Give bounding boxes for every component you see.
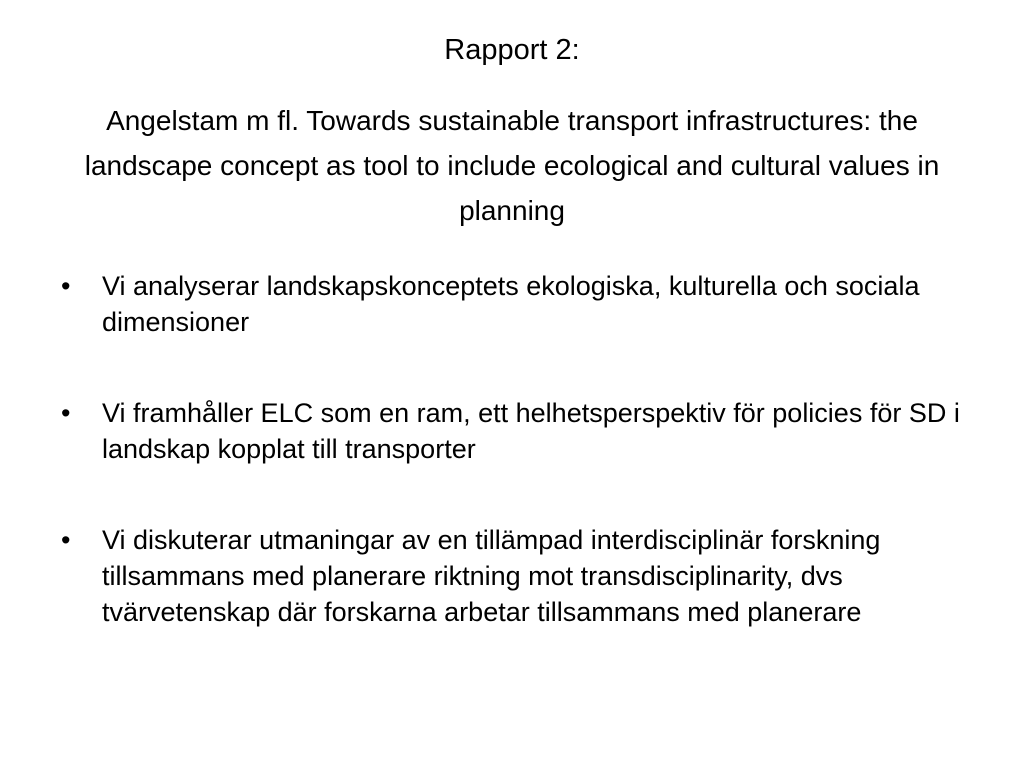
bullet-text: Vi analyserar landskapskonceptets ekologiska, kulturella och sociala dimensioner — [102, 271, 920, 337]
title-block — [60, 30, 964, 233]
bullet-item — [58, 522, 978, 630]
slide-subtitle: Angelstam m fl. Towards sustainable transport infrastructures: the landscape concept as tool to include ecological and cultural values in planning — [84, 105, 940, 226]
bullet-item — [58, 268, 978, 340]
bullet-text: Vi framhåller ELC som en ram, ett helhetsperspektiv för policies för SD i landskap kopplat till transporter — [102, 398, 960, 464]
bullet-marker: • — [61, 271, 71, 301]
slide-title: Rapport 2: — [444, 34, 580, 66]
bullet-list — [58, 268, 978, 685]
bullet-marker: • — [61, 398, 71, 428]
bullet-item — [58, 395, 978, 467]
bullet-text: Vi diskuterar utmaningar av en tillämpad interdisciplinär forskning tillsammans med planerare riktning mot transdisciplinarity, dvs tvärvetenskap där forskarna arbetar tillsammans med planerare — [102, 525, 881, 627]
bullet-marker: • — [61, 525, 71, 555]
